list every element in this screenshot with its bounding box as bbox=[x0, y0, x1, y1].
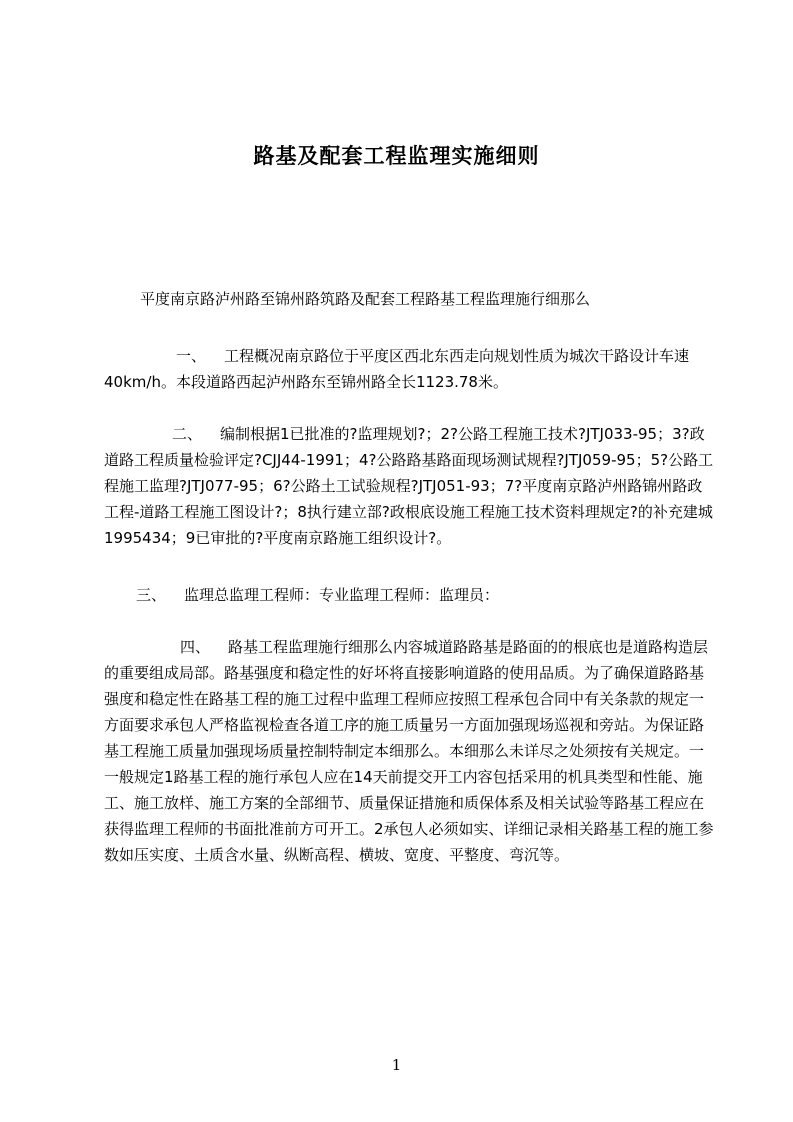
section-number: 四、 bbox=[180, 638, 211, 656]
section-1 bbox=[104, 343, 704, 395]
page-number: 1 bbox=[391, 1056, 402, 1074]
page-title: 路基及配套工程监理实施细则 bbox=[253, 144, 540, 168]
section-number: 一、 bbox=[176, 347, 207, 365]
section-3 bbox=[136, 582, 706, 608]
section-text: 路基工程监理施行细那么内容城道路路基是路面的的根底也是道路构造层的重要组成局部。路基强度和稳定性的好坏将直接影响道路的使用品质。为了确保道路路基强度和稳定性在路基工程的施工过程中监理工程师应按照工程承包合同中有关条款的规定一方面要求承包人严格监视检查各道工序的施工质量另一方面加强现场巡视和旁站。为保证路基工程施工质量加强现场质量控制特制定本细那么。本细那么未详尽之处须按有关规定。一一般规定1路基工程的施行承包人应在14天前提交开工内容包括采用的机具类型和性能、施工、施工放样、施工方案的全部细节、质量保证措施和质保体系及相关试验等路基工程应在获得监理工程师的书面批准前方可开工。2承包人必须如实、详细记录相关路基工程的施工参数如压实度、土质含水量、纵断高程、横坡、宽度、平整度、弯沉等。 bbox=[104, 638, 714, 864]
section-4 bbox=[104, 634, 716, 868]
section-number: 二、 bbox=[172, 425, 203, 443]
section-number: 三、 bbox=[136, 586, 167, 604]
section-text: 编制根据1已批准的?监理规划?；2?公路工程施工技术?JTJ033-95；3?政道路工程质量检验评定?CJJ44-1991；4?公路路基路面现场测试规程?JTJ059-95；5?公路工程施工监理?JTJ077-95；6?公路土工试验规程?JTJ051-93；7?平度南京路泸州路锦州路政工程-道路工程施工图设计?；8执行建立部?政根底设施工程施工技术资料理规定?的补充建城1995434；9已审批的?平度南京路施工组织设计?。 bbox=[104, 425, 714, 547]
document-subtitle: 平度南京路泸州路至锦州路筑路及配套工程路基工程监理施行细那么 bbox=[140, 290, 591, 308]
section-text: 工程概况南京路位于平度区西北东西走向规划性质为城次干路设计车速40km/h。本段道路西起泸州路东至锦州路全长1123.78米。 bbox=[104, 347, 690, 391]
section-2 bbox=[104, 421, 716, 551]
section-text: 监理总监理工程师：专业监理工程师：监理员： bbox=[184, 586, 500, 604]
